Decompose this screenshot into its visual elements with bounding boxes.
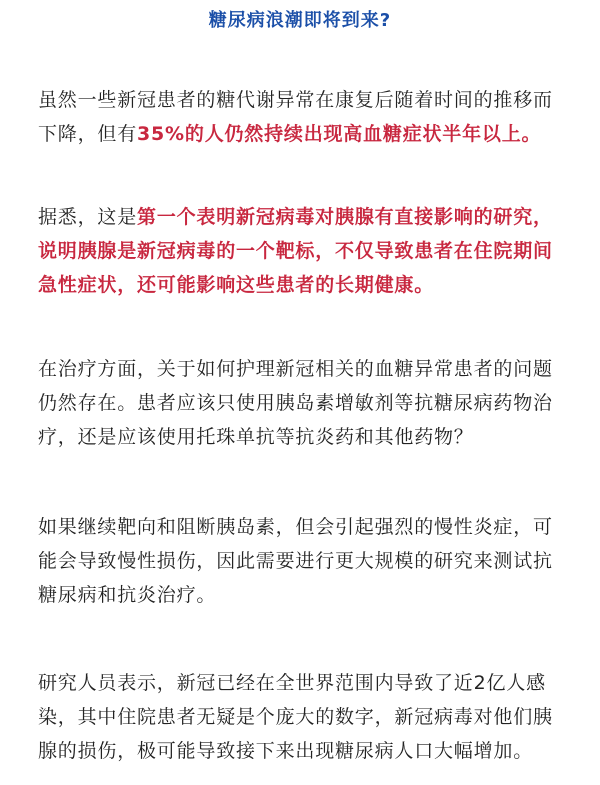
paragraph-3 — [38, 352, 568, 454]
article-title: 糖尿病浪潮即将到来? — [208, 10, 392, 31]
paragraph-3-text: 在治疗方面，关于如何护理新冠相关的血糖异常患者的问题仍然存在。患者应该只使用胰岛素增敏剂等抗糖尿病药物治疗，还是应该使用托珠单抗等抗炎药和其他药物？ — [38, 358, 553, 448]
paragraph-1-text: 虽然一些新冠患者的糖代谢异常在康复后随着时间的推移而下降，但有 — [38, 89, 553, 145]
paragraph-4 — [38, 510, 568, 612]
paragraph-4-text: 如果继续靶向和阻断胰岛素，但会引起强烈的慢性炎症，可能会导致慢性损伤，因此需要进行更大规模的研究来测试抗糖尿病和抗炎治疗。 — [38, 516, 553, 606]
paragraph-2-text: 据悉，这是 — [38, 206, 138, 228]
paragraph-1 — [38, 83, 568, 151]
paragraph-2-highlight: 第一个表明新冠病毒对胰腺有直接影响的研究，说明胰腺是新冠病毒的一个靶标，不仅导致患者在住院期间急性症状，还可能影响这些患者的长期健康。 — [38, 206, 553, 296]
paragraph-5 — [38, 666, 568, 768]
paragraph-5-text: 研究人员表示，新冠已经在全世界范围内导致了近2亿人感染，其中住院患者无疑是个庞大的数字，新冠病毒对他们胰腺的损伤，极可能导致接下来出现糖尿病人口大幅增加。 — [38, 672, 553, 762]
paragraph-1-highlight: 35%的人仍然持续出现高血糖症状半年以上。 — [137, 123, 542, 145]
paragraph-2 — [38, 200, 568, 302]
